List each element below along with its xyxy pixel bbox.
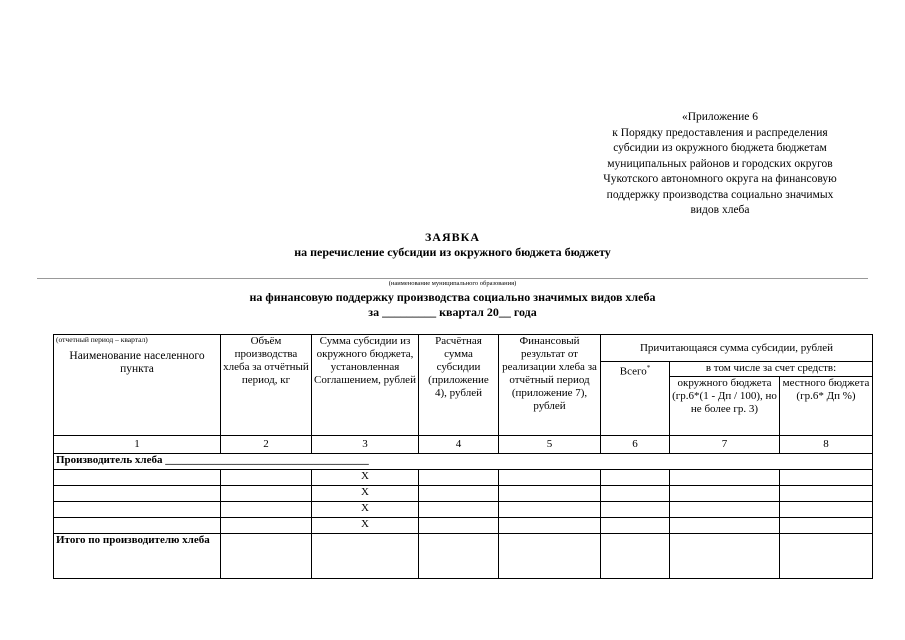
table-cell (601, 470, 670, 486)
table-cell (419, 534, 499, 579)
appendix-line: «Приложение 6 (681, 111, 759, 123)
fill-in-line (37, 278, 868, 279)
table-cell (419, 518, 499, 534)
appendix-line: поддержку производства социально значимых (606, 188, 834, 201)
total-footnote-mark: * (646, 364, 651, 372)
table-cell (221, 534, 312, 579)
table-cell (54, 470, 221, 486)
header-row-1 (54, 335, 873, 362)
table-cell (419, 470, 499, 486)
header-volume: Объём производства хлеба за отчётный период, кг (221, 335, 312, 436)
header-agreement-sum: Сумма субсидии из окружного бюджета, установленная Соглашением, рублей (312, 335, 419, 436)
table-cell (780, 470, 873, 486)
table-cell (601, 534, 670, 579)
header-calculated-sum: Расчётная сумма субсидии (приложение 4), рублей (419, 335, 499, 436)
header-settlement (54, 335, 221, 436)
table-cell (499, 534, 601, 579)
table-cell (419, 486, 499, 502)
purpose-line: на финансовую поддержку производства социально значимых видов хлеба (249, 290, 656, 304)
header-due-sum: Причитающаяся сумма субсидии, рублей (601, 335, 873, 362)
producer-label: Производитель хлеба _____________________________________ (54, 454, 873, 470)
x-mark: Х (312, 518, 419, 534)
table-cell (670, 470, 780, 486)
x-mark: Х (312, 470, 419, 486)
period-note: (отчетный период – квартал) (56, 335, 148, 344)
table-cell (54, 486, 221, 502)
table-row (54, 470, 873, 486)
table-cell (221, 470, 312, 486)
column-number: 7 (670, 436, 780, 454)
total-label: Всего (619, 365, 647, 378)
appendix-line: Чукотского автономного округа на финансовую (603, 173, 837, 185)
total-row-label: Итого по производителю хлеба (54, 534, 221, 579)
period-line: за _________ квартал 20__ года (368, 305, 537, 319)
header-financial-result: Финансовый результат от реализации хлеба за отчётный период (приложение 7), рублей (499, 335, 601, 436)
title-subheading: на перечисление субсидии из окружного бюджета бюджету (294, 245, 611, 259)
total-row (54, 534, 873, 579)
header-total (601, 362, 670, 436)
table-cell (312, 534, 419, 579)
appendix-line: субсидии из окружного бюджета бюджетам (613, 142, 827, 154)
column-number: 1 (54, 436, 221, 454)
x-mark: Х (312, 486, 419, 502)
table-cell (419, 502, 499, 518)
table-cell (601, 518, 670, 534)
document-title (0, 230, 905, 260)
table-cell (601, 502, 670, 518)
table-cell (670, 518, 780, 534)
table-cell (601, 486, 670, 502)
table-cell (54, 518, 221, 534)
table-cell (670, 534, 780, 579)
table-cell (780, 534, 873, 579)
header-district-budget: окружного бюджета (гр.6*(1 - Дп / 100), но не более гр. 3) (670, 377, 780, 436)
column-numbers-row (54, 436, 873, 454)
column-number: 3 (312, 436, 419, 454)
table-cell (499, 518, 601, 534)
table-cell (670, 502, 780, 518)
producer-row (54, 454, 873, 470)
table-row (54, 486, 873, 502)
table-cell (221, 502, 312, 518)
subsidy-table (53, 334, 873, 579)
column-number: 6 (601, 436, 670, 454)
table-row (54, 502, 873, 518)
table-cell (780, 486, 873, 502)
appendix-line: муниципальных районов и городских округов (607, 157, 833, 170)
appendix-line: видов хлеба (690, 204, 750, 216)
column-number: 8 (780, 436, 873, 454)
table-cell (499, 486, 601, 502)
table-cell (54, 502, 221, 518)
header-local-budget: местного бюджета (гр.6* Дп %) (780, 377, 873, 436)
table-cell (780, 518, 873, 534)
table-cell (780, 502, 873, 518)
appendix-line: к Порядку предоставления и распределения (612, 126, 828, 139)
table-cell (221, 486, 312, 502)
municipality-note: (наименование муниципального образования) (388, 280, 517, 287)
column-number: 4 (419, 436, 499, 454)
table-cell (499, 502, 601, 518)
column-number: 5 (499, 436, 601, 454)
title-heading: ЗАЯВКА (424, 230, 481, 244)
table-row (54, 518, 873, 534)
appendix-block (570, 110, 870, 219)
table-cell (221, 518, 312, 534)
settlement-header-label: Наименование населенного пункта (69, 350, 205, 375)
x-mark: Х (312, 502, 419, 518)
header-including: в том числе за счет средств: (670, 362, 873, 377)
table-cell (499, 470, 601, 486)
column-number: 2 (221, 436, 312, 454)
table-cell (670, 486, 780, 502)
